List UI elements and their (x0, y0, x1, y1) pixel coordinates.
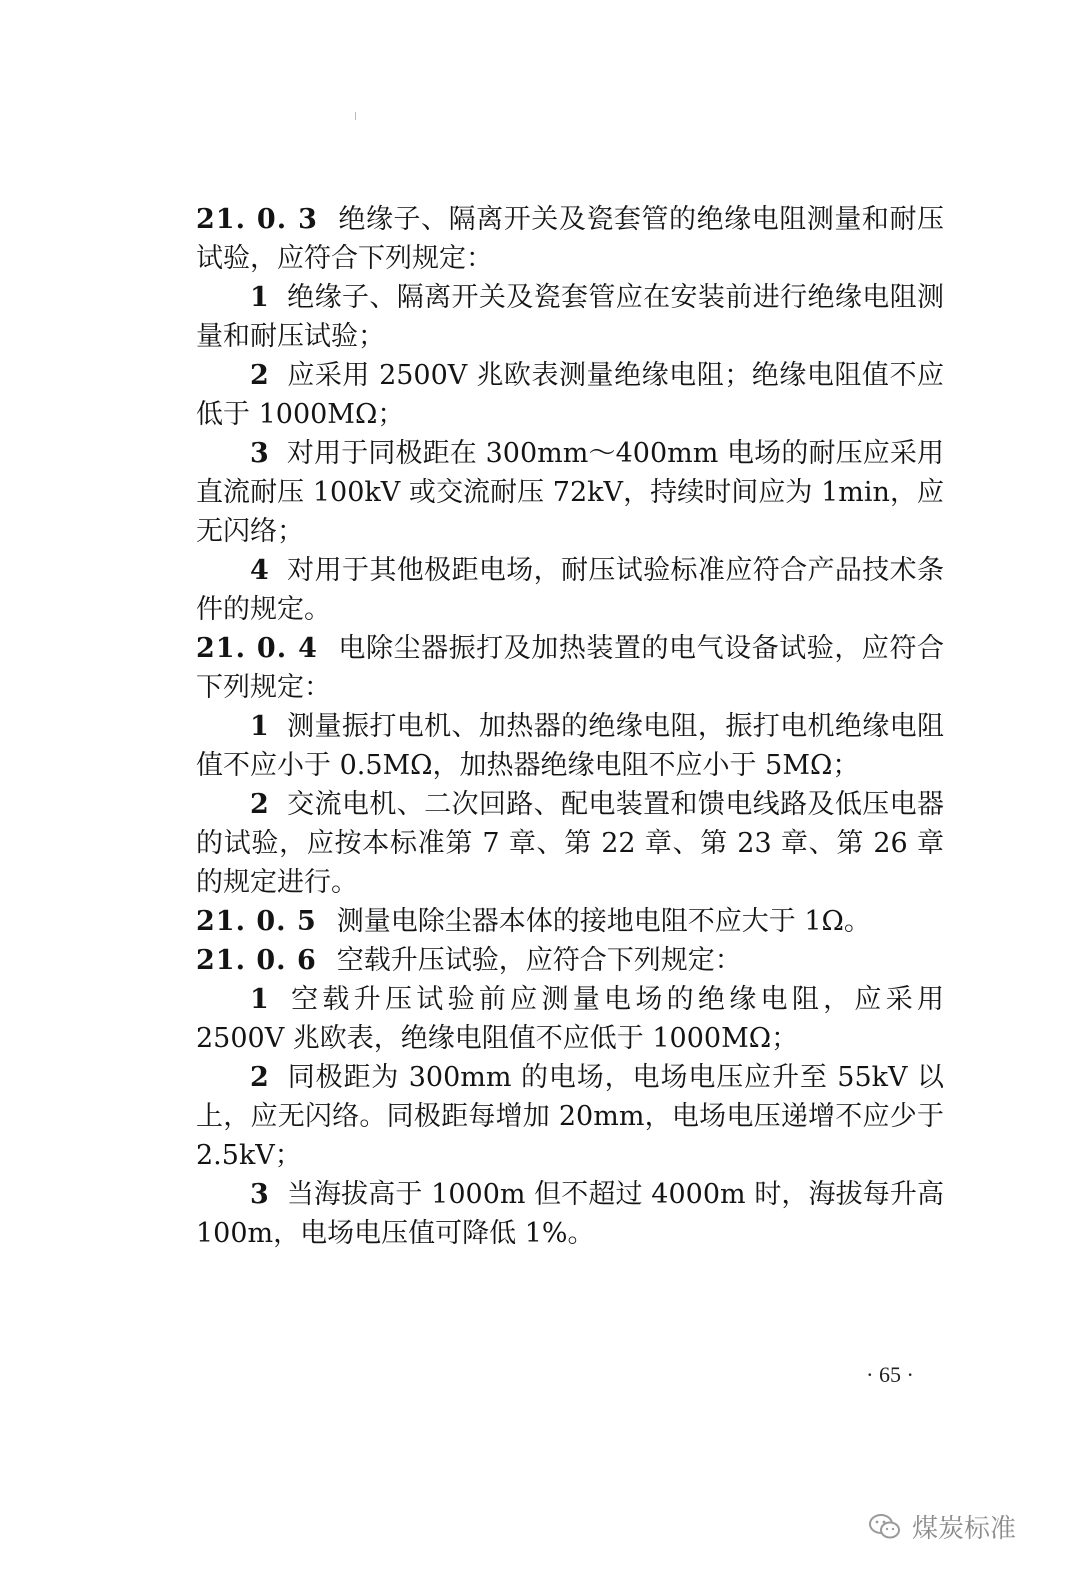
list-item (196, 1058, 944, 1175)
wechat-icon (868, 1513, 902, 1541)
list-item (196, 785, 944, 902)
list-item (196, 707, 944, 785)
scan-mark (355, 112, 356, 120)
clause-21-0-3 (196, 200, 944, 278)
list-item (196, 278, 944, 356)
list-item (196, 356, 944, 434)
list-item (196, 980, 944, 1058)
list-item (196, 551, 944, 629)
clause-21-0-4 (196, 629, 944, 707)
item-number: 1 (250, 711, 269, 742)
item-number: 4 (250, 555, 269, 586)
clause-number: 21. 0. 3 (196, 204, 318, 235)
item-text: 测量振打电机、加热器的绝缘电阻，振打电机绝缘电阻值不应小于 0.5MΩ，加热器绝缘电阻不应小于 5MΩ； (196, 711, 944, 781)
clause-number: 21. 0. 4 (196, 633, 318, 664)
watermark-text: 煤炭标准 (912, 1514, 1017, 1544)
item-number: 1 (250, 282, 269, 313)
clause-text: 绝缘子、隔离开关及瓷套管的绝缘电阻测量和耐压试验，应符合下列规定： (196, 204, 945, 274)
list-item (196, 1175, 944, 1253)
clause-text: 测量电除尘器本体的接地电阻不应大于 1Ω。 (336, 906, 871, 937)
item-number: 2 (250, 1062, 269, 1093)
clause-21-0-5 (196, 902, 944, 941)
item-text: 绝缘子、隔离开关及瓷套管应在安装前进行绝缘电阻测量和耐压试验； (196, 282, 944, 352)
clause-text: 电除尘器振打及加热装置的电气设备试验，应符合下列规定： (196, 633, 945, 703)
item-number: 2 (250, 789, 269, 820)
item-text: 当海拔高于 1000m 但不超过 4000m 时，海拔每升高 100m，电场电压值可降低 1%。 (196, 1179, 944, 1249)
clause-text: 空载升压试验，应符合下列规定： (336, 945, 742, 976)
item-text: 同极距为 300mm 的电场，电场电压应升至 55kV 以上，应无闪络。同极距每增加 20mm，电场电压递增不应少于 2.5kV； (196, 1062, 944, 1171)
clause-number: 21. 0. 5 (196, 906, 317, 937)
document-body (196, 200, 944, 1253)
clause-21-0-6 (196, 941, 944, 980)
item-number: 2 (250, 360, 269, 391)
item-text: 对用于其他极距电场，耐压试验标准应符合产品技术条件的规定。 (196, 555, 944, 625)
page-number: · 65 · (866, 1362, 914, 1387)
list-item (196, 434, 944, 551)
item-number: 3 (250, 438, 269, 469)
watermark (868, 1508, 1016, 1545)
item-text: 交流电机、二次回路、配电装置和馈电线路及低压电器的试验，应按本标准第 7 章、第 22 章、第 23 章、第 26 章的规定进行。 (196, 789, 944, 898)
clause-number: 21. 0. 6 (196, 945, 317, 976)
item-text: 对用于同极距在 300mm～400mm 电场的耐压应采用直流耐压 100kV 或交流耐压 72kV，持续时间应为 1min，应无闪络； (196, 438, 944, 547)
item-number: 3 (250, 1179, 269, 1210)
item-number: 1 (250, 984, 269, 1015)
item-text: 空载升压试验前应测量电场的绝缘电阻，应采用 2500V 兆欧表，绝缘电阻值不应低于 1000MΩ； (196, 984, 944, 1054)
item-text: 应采用 2500V 兆欧表测量绝缘电阻；绝缘电阻值不应低于 1000MΩ； (196, 360, 944, 430)
